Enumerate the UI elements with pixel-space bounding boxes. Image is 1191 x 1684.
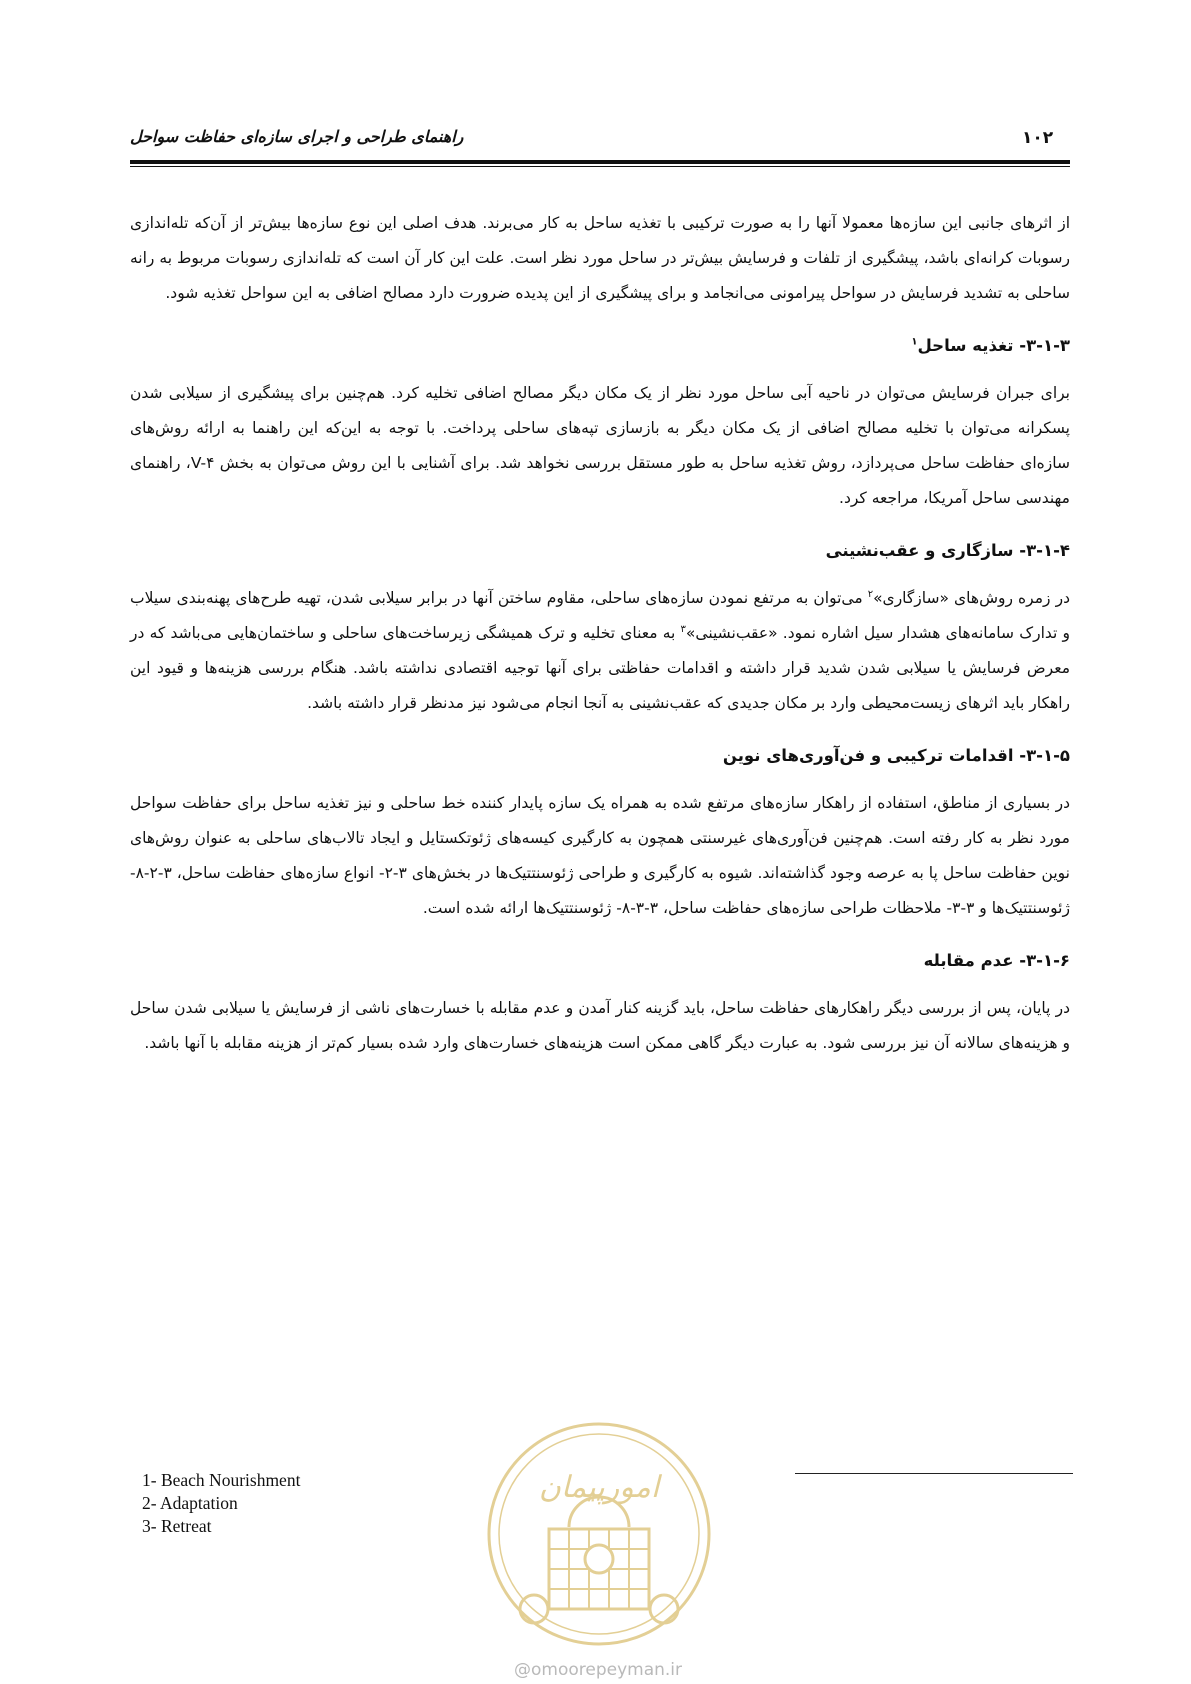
footnote-item: 1- Beach Nourishment xyxy=(142,1470,301,1490)
paragraph-combined-measures: در بسیاری از مناطق، استفاده از راهکار سازه‌های مرتفع شده به همراه یک سازه پایدار کننده خط ساحلی و نیز تغذیه ساحل برای حفاظت سواحل مورد نظر به کار رفته است. هم‌چنین فن‌آوری‌های غیرسنتی همچون به کارگیری کیسه‌های ژئوتکستایل و ایجاد تالاب‌های ساحلی به عنوان روش‌های نوین حفاظت ساحل پا به عرصه وجود گذاشته‌اند. شیوه به کارگیری و طراحی ژئوسنتتیک‌ها در بخش‌های ۳-۲- انواع سازه‌های حفاظت ساحل، ۳-۲-۸- ژئوسنتتیک‌ها و ۳-۳- ملاحظات طراحی سازه‌های حفاظت ساحل، ۳-۳-۸- ژئوسنتتیک‌ها ارائه شده است. xyxy=(130,794,1070,917)
footnote-item: 2- Adaptation xyxy=(142,1493,238,1513)
page-number: ۱۰۲ xyxy=(1022,128,1054,148)
header-rule-thin xyxy=(130,166,1070,167)
paragraph-adaptation-retreat xyxy=(130,581,1070,721)
section-heading-adaptation-retreat: ۳-۱-۴- سازگاری و عقب‌نشینی xyxy=(825,541,1070,560)
body-text xyxy=(130,206,1070,1080)
footnote-marker: ۳ xyxy=(680,623,686,635)
intro-paragraph: از اثرهای جانبی این سازه‌ها معمولا آنها را به صورت ترکیبی با تغذیه ساحل به کار می‌برند. هدف اصلی این نوع سازه‌ها بیش‌تر از آن‌که تله‌اندازی رسوبات کرانه‌ای باشد، پیشگیری از تلفات و فرسایش بیش‌تر در ساحل مورد نظر است. علت این کار آن است که تله‌اندازی رسوبات مربوط به رانه ساحلی به تشدید فرسایش در سواحل پیرامونی می‌انجامد و برای پیشگیری از این پدیده ضرورت دارد مصالح اضافی به این سواحل تغذیه شود. xyxy=(130,214,1070,302)
section-heading-combined-measures: ۳-۱-۵- اقدامات ترکیبی و فن‌آوری‌های نوین xyxy=(722,746,1070,765)
header-rule-thick xyxy=(130,160,1070,164)
footnote-marker: ۱ xyxy=(911,336,918,348)
running-header-title: راهنمای طراحی و اجرای سازه‌ای حفاظت سواحل xyxy=(130,127,464,146)
paragraph-text: در زمره روش‌های «سازگاری» xyxy=(873,589,1070,607)
footnote-item: 3- Retreat xyxy=(142,1516,212,1536)
paragraph-beach-nourishment: برای جبران فرسایش می‌توان در ناحیه آبی ساحل مورد نظر از یک مکان دیگر مصالح اضافی تخلیه کرد. هم‌چنین برای پیشگیری از سیلابی شدن پسکرانه می‌توان با تخلیه مصالح اضافی از یک مکان دیگر به بازسازی تپه‌های ساحلی پرداخت. با توجه به این‌که این راهنما به ارائه روش‌های سازه‌ای حفاظت ساحل می‌پردازد، روش تغذیه ساحل به طور مستقل بررسی نخواهد شد. برای آشنایی با این روش می‌توان به بخش V-۴، راهنمای مهندسی ساحل آمریکا، مراجعه کرد. xyxy=(130,384,1070,507)
paragraph-no-action: در پایان، پس از بررسی دیگر راهکارهای حفاظت ساحل، باید گزینه کنار آمدن و عدم مقابله با خسارت‌های ناشی از فرسایش یا سیلابی شدن ساحل و هزینه‌های سالانه آن نیز بررسی شود. به عبارت دیگر گاهی ممکن است هزینه‌های خسارت‌های وارد شده بسیار کم‌تر از هزینه مقابله با آنها باشد. xyxy=(130,999,1070,1052)
section-heading-no-action: ۳-۱-۶- عدم مقابله xyxy=(923,951,1070,970)
paragraph-text: به معنای تخلیه و ترک همیشگی زیرساخت‌های ساحلی و ساختمان‌هایی می‌باشد که در معرض فرسایش یا سیلابی شدن شدید قرار داشته و اقدامات حفاظتی برای آنها توجیه اقتصادی نداشته باشد. هنگام بررسی هزینه‌ها و قیود این راهکار باید اثرهای زیست‌محیطی وارد بر مکان جدیدی که عقب‌نشینی به آنجا انجام می‌شود نیز مدنظر قرار داشته باشد. xyxy=(130,624,1070,712)
watermark-logo-text: امورپیمان xyxy=(538,1470,660,1505)
footnote-separator xyxy=(795,1473,1073,1474)
section-heading-beach-nourishment xyxy=(130,330,1070,362)
watermark-logo-icon xyxy=(474,1409,724,1659)
at-icon: @ xyxy=(513,1660,531,1680)
footnote-marker: ۲ xyxy=(867,588,874,600)
watermark-site xyxy=(478,1660,718,1680)
paragraph-text: می‌توان به مرتفع نمودن سازه‌های ساحلی، مقاوم ساختن آنها در برابر سیلابی شدن، تهیه طرح‌های پهنه‌بندی سیلاب و تدارک سامانه‌های هشدار سیل اشاره نمود. «عقب‌نشینی» xyxy=(130,589,1071,642)
watermark-site-text: omoorepeyman.ir xyxy=(530,1660,683,1680)
footnote-list xyxy=(142,1469,502,1538)
section-heading-text: ۳-۱-۳- تغذیه ساحل xyxy=(917,336,1070,355)
